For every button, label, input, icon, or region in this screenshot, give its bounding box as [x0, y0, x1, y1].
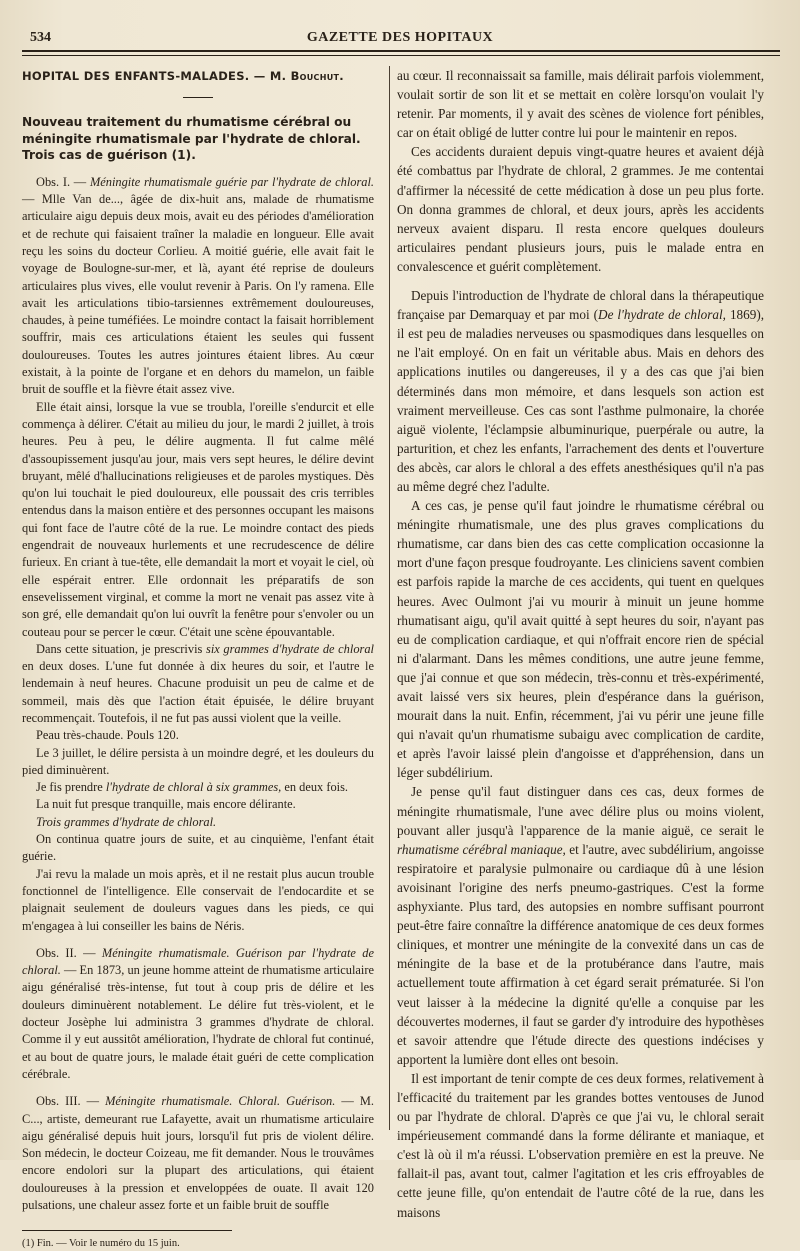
observation-3: Obs. III. — Méningite rhumatismale. Chloral. Guérison. — M. C..., artiste, demeurant rue Lafayette, avait un rhumatisme articulaire aigu généralisé depuis huit jours, lorsqu'il fut pris de violent délire. Son médecin, le docteur Coizeau, me fit demander. Nous le trouvâmes encore endolori sur la plupart des articulations, qui étaient douloureuses à la pression et enveloppées de ouate. Il avait 120 pulsations, une chaleur assez forte et un faible bruit de souffle [22, 1094, 374, 1213]
left-column [22, 66, 375, 1250]
observation-1-title: Méningite rhumatismale guérie par l'hydrate de chloral. [89, 174, 375, 189]
paragraph: Je fis prendre l'hydrate de chloral à six grammes, en deux fois. [36, 780, 349, 795]
paragraph: Le 3 juillet, le délire persista à un moindre degré, et les douleurs du pied diminuèrent. [22, 745, 374, 777]
author-name: Bouchut. [290, 69, 344, 83]
paragraph: Il est important de tenir compte de ces deux formes, relativement à l'efficacité du traitement par les grandes bottes ventouses de Junod ou par l'hydrate de chloral. D'après ce que j'ai vu, le chloral serait impérieusement commandé dans la forme délirante et maniaque, et c'est là où il m'a réussi. L'observation première en est la preuve. Ne fallait-il pas, avant tout, calmer l'agitation et les cris effroyables de cette jeune fille, qu'on entendait de l'autre côté de la rue, dans les maisons [397, 1070, 764, 1220]
paragraph: Je pense qu'il faut distinguer dans ces cas, deux formes de méningite rhumatismale, l'une avec délire plus ou moins violent, pouvant aller jusqu'à l'apparence de la manie aiguë, ce serait le rhumatisme cérébral maniaque, et l'autre, avec subdélirium, angoisse respiratoire et paralysie pulmonaire ou cardiaque dû à une lésion avoisinant l'origine des nerfs pneumo-gastriques. C'est la forme asphyxiante. Plus tard, des autopsies en nombre suffisant pourront peut-être faire connaître la différence anatomique de ces deux formes cliniques, et montrer une méningite de la convexité dans un cas de méningite de la base et de la protubérance dans l'autre, mais actuellement toute affirmation à cet égard serait prématurée. Si l'on veut laisser à la médecine la dignité qu'elle a conquise par les découvertes modernes, il faut se garder d'y introduire des hypothèses et savoir attendre que l'étude directe des questions indécises y apportent la lumière dont elles ont besoin. [397, 784, 764, 1067]
paragraph: Depuis l'introduction de l'hydrate de chloral dans la thérapeutique française par Demarquay et par moi (De l'hydrate de chloral, 1869), il est peu de maladies nerveuses ou spasmodiques dans lesquelles on ne l'ait employé. On en fait un véritable abus. Mais en dehors des applications inutiles ou dangereuses, il y a des cas que j'ai bien déterminés dans mon mémoire, et dans lesquels son action est vraiment merveilleuse. Ces cas sont l'asthme pulmonaire, la chorée aiguë violente, l'éclampsie albuminurique, puerpérale ou autre, la parturition, et chez les enfants, l'arrachement des dents et l'ouverture des abcès, car alors le chloral a des effets anesthésiques qu'il n'a pas au même degré chez l'adulte. [397, 288, 765, 494]
observation-2-title: Méningite rhumatismale. Guérison par l'hydrate de chloral. [22, 945, 374, 978]
paragraph: Peau très-chaude. Pouls 120. [36, 728, 179, 743]
page-header [20, 22, 780, 46]
observation-1: Obs. I. — Méningite rhumatismale guérie par l'hydrate de chloral. — Mlle Van de..., âgée de dix-huit ans, malade de rhumatisme articulaire aigu depuis deux mois, avait eu des périodes d'amélioration et de rechute qui faisaient traîner la maladie en longueur. Elle avait reçu les soins du docteur Corlieu. A moitié guérie, elle avait fait le voyage de Boulogne-sur-mer, et là, ayant été reprise de douleurs articulaires plus vives, elle voulut revenir à Paris. On l'y ramena. Elle avait les articulations tibio-tarsiennes extrêmement douloureuses, chaudes, à peine tuméfiées. Le moindre contact la faisait horriblement souffrir, mais ces articulations étaient les seules qui fussent douloureuses. Toutes les autres jointures étaient libres. Au cœur existait, à la pointe de l'organe et en dehors du mamelon, un faible bruit de souffle et la fièvre était assez vive. [22, 174, 375, 397]
observation-2: Obs. II. — Méningite rhumatismale. Guérison par l'hydrate de chloral. — En 1873, un jeune homme atteint de rhumatisme articulaire aigu généralisé très-intense, fut tout à coup pris de délire et les douleurs diminuèrent notablement. Le délire fut très-violent, et le docteur Josèphe lui administra 3 grammes d'hydrate de chloral. Comme il y eut aussitôt amélioration, l'hydrate de chloral fut continué, et au bout de quatre jours, le malade était guéri de cette complication cérébrale. [22, 945, 374, 1081]
paragraph: au cœur. Il reconnaissait sa famille, mais délirait parfois violemment, voulait sortir de son lit et se mettait en colère lorsqu'on voulait l'y retenir. Par moments, il y avait des scènes de violence fort pénibles, car on était obligé de lutter contre lui pour le maintenir en repos. [397, 68, 764, 141]
footnote: (1) Fin. — Voir le numéro du 15 juin. [22, 1238, 180, 1250]
hospital-heading: HOPITAL DES ENFANTS-MALADES. — M. Bouchut. [22, 69, 344, 83]
header-rule-thin [22, 55, 780, 56]
paragraph: A ces cas, je pense qu'il faut joindre le rhumatisme cérébral ou méningite rhumatismale, une des plus graves complications du rhumatisme, car dans bien des cas cette complication occasionne la mort d'une façon presque foudroyante. Les cliniciens savent combien est parfois rapide la marche de ces accidents, qui tuent en quelques heures. Avec Oulmont j'ai vu mourir à minuit un jeune homme rhumatisant aigu, qu'il avait quitté à sept heures du soir, n'ayant pas eu de complication cardiaque, et qui n'offrait encore rien de spécial ni d'alarmant. Dans les mêmes conditions, une autre jeune femme, que j'ai connue et que son médecin, très-connu et très-expérimenté, avait laissé vers six heures, plein d'espérance dans la guérison, mourait dans la nuit. Enfin, récemment, j'ai vu périr une jeune fille qui n'avait qu'un rhumatisme subaigu avec complication de cardite, et après l'avoir laissé plein d'angoisse et d'appréhension, dans un léger subdélirium. [397, 498, 764, 781]
paragraph: Elle était ainsi, lorsque la vue se troubla, l'oreille s'endurcit et elle commença à délirer. C'était au milieu du jour, le mardi 2 juillet, à trois heures. Peu à peu, le délire augmenta. Il fut calme mêlé d'assoupissement jusqu'au jour, mais vers sept heures, le délire devint bruyant, mêlé d'hallucinations religieuses et de paroles mystiques. Dès qu'on lui touchait le pied douloureux, elle poussait des cris terribles entendus dans la maison entière et des personnes occupant les maisons qui font face de l'autre côté de la rue. Le moindre contact des pieds engendrait de nouveaux hurlements et une recrudescence de délire furieux. En criant à tue-tête, elle demandait la mort et voyait le ciel, où elle espérait entrer. Elle ordonnait les préparatifs de son ensevelissement virginal, et comme la mort ne venait pas assez vite à son gré, elle demandait qu'on lui ouvrît la fenêtre pour s'envoler ou un couteau pour se percer le cœur. C'était une scène épouvantable. [22, 399, 374, 639]
section-divider [183, 97, 213, 98]
paragraph: J'ai revu la malade un mois après, et il ne restait plus aucun trouble fonctionnel de l'intelligence. Elle conservait de l'endocardite et se plaignait seulement de douleurs vagues dans les pieds, ce qui m'engagea à lui conseiller les bains de Néris. [22, 866, 374, 933]
paragraph: Ces accidents duraient depuis vingt-quatre heures et avaient déjà été combattus par l'hydrate de chloral, 2 grammes. Je me contentai d'affirmer la nécessité de cette médication à dose un peu plus forte. On donna grammes de chloral, et deux jours, après les accidents nerveux avaient disparu. Il resta encore quelques douleurs articulaires pendant plusieurs jours, puis le malade entra en convalescence et guérit complètement. [397, 144, 764, 274]
paragraph: On continua quatre jours de suite, et au cinquième, l'enfant était guérie. [22, 832, 374, 864]
paragraph: Dans cette situation, je prescrivis six grammes d'hydrate de chloral en deux doses. L'une fut donnée à dix heures du soir, et l'autre le lendemain à neuf heures. Chacune produisit un peu de calme et de sommeil, mais dès que l'action était épuisée, le délire bruyant recommençait. Toutefois, il ne fut pas aussi violent que la veille. [22, 641, 374, 725]
paragraph: Trois grammes d'hydrate de chloral. [36, 814, 217, 829]
column-divider [389, 66, 390, 1130]
journal-title: GAZETTE DES HOPITAUX [306, 30, 494, 45]
footnote-rule [22, 1230, 232, 1231]
paragraph: La nuit fut presque tranquille, mais encore délirante. [36, 797, 296, 812]
right-column [397, 66, 765, 1220]
page-number: 534 [30, 30, 51, 45]
article-title: Nouveau traitement du rhumatisme cérébral ou méningite rhumatismale par l'hydrate de chloral. Trois cas de guérison (1). [22, 115, 361, 163]
observation-3-title: Méningite rhumatismale. Chloral. Guérison. [105, 1094, 336, 1109]
header-rule-thick [22, 50, 780, 52]
